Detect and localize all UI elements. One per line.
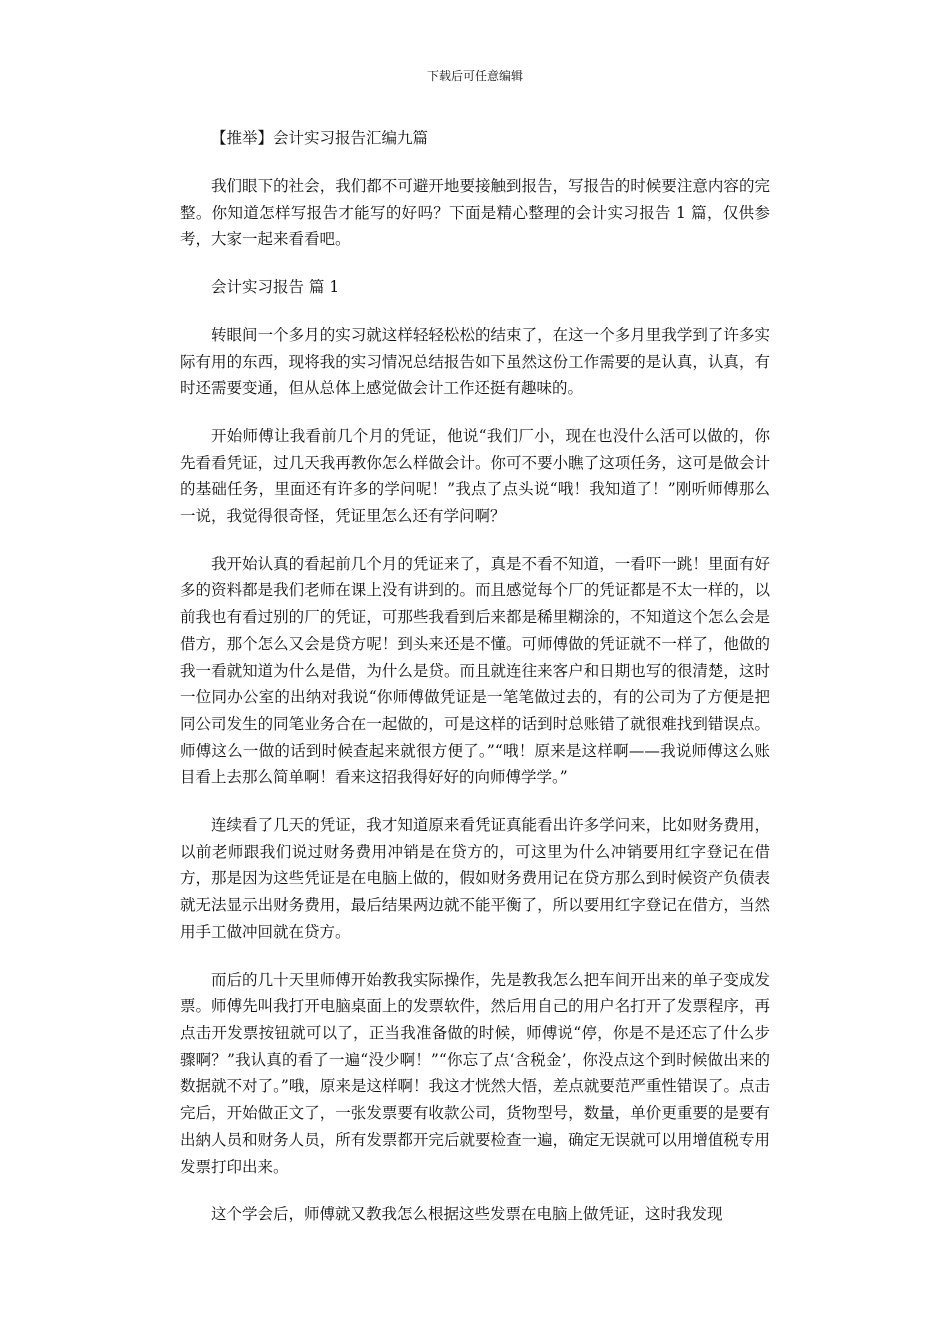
page-header-note: 下载后可任意编辑 bbox=[426, 69, 523, 83]
body-paragraph: 而后的几十天里师傅开始教我实际操作，先是教我怎么把车间开出来的单子变成发票。师傅先叫我打开电脑桌面上的发票软件，然后用自己的用户名打开了发票程序，再点击开发票按钮就可以了，正当我准备做的时候，师傅说“停，你是不是还忘了什么步骤啊？”我认真的看了一遍“没少啊！”“你忘了点‘含税金’，你没点这个到时候做出来的数据就不对了。”哦，原来是这样啊！我这才恍然大悟，差点就要范严重性错误了。点击完后，开始做正文了，一张发票要有收款公司，货物型号，数量，单价更重要的是要有出納人员和财务人员，所有发票都开完后就要检查一遍，确定无误就可以用增值税专用发票打印出来。 bbox=[180, 970, 770, 1176]
body-paragraph: 开始师傅让我看前几个月的凭证，他说“我们厂小，现在也没什么活可以做的，你先看看凭证，过几天我再教你怎么样做会计。你可不要小瞧了这项任务，这可是做会计的基础任务，里面还有许多的学问呢！”我点了点头说“哦！我知道了！”刚听师傅那么一说，我觉得很奇怪，凭证里怎么还有学问啊？ bbox=[180, 426, 770, 526]
document-title: 【推举】会计实习报告汇编九篇 bbox=[211, 129, 429, 147]
section-heading: 会计实习报告 篇 1 bbox=[211, 278, 340, 297]
document-body bbox=[180, 124, 770, 1228]
body-paragraph: 连续看了几天的凭证，我才知道原来看凭证真能看出许多学问来，比如财务费用，以前老师跟我们说过财务费用冲销是在贷方的，可这里为什么冲销要用红字登记在借方，那是因为这些凭证是在电脑上做的，假如财务费用记在贷方那么到时候资产负债表就无法显示出财务费用，最后结果两边就不能平衡了，所以要用红字登记在借方，当然用手工做冲回就在贷方。 bbox=[180, 816, 770, 941]
intro-paragraph: 我们眼下的社会，我们都不可避开地要接触到报告，写报告的时候要注意内容的完整。你知道怎样写报告才能写的好吗？下面是精心整理的会计实习报告 1 篇，仅供参考，大家一起来看看吧。 bbox=[180, 177, 770, 249]
body-paragraph: 转眼间一个多月的实习就这样轻轻松松的结束了，在这一个多月里我学到了许多实际有用的东西，现将我的实习情况总结报告如下虽然这份工作需要的是认真，认真，有时还需要变通，但从总体上感觉做会计工作还挺有趣味的。 bbox=[180, 325, 770, 398]
body-paragraph: 我开始认真的看起前几个月的凭证来了，真是不看不知道，一看吓一跳！里面有好多的资料都是我们老师在课上没有讲到的。而且感觉每个厂的凭证都是不太一样的，以前我也有看过别的厂的凭证，可那些我看到后来都是稀里糊涂的，不知道这个怎么会是借方，那个怎么又会是贷方呢！到头来还是不懂。可师傅做的凭证就不一样了，他做的我一看就知道为什么是借，为什么是贷。而且就连往来客户和日期也写的很清楚，这时一位同办公室的出纳对我说“你师傅做凭证是一笔笔做过去的，有的公司为了方便是把同公司发生的同笔业务合在一起做的，可是这样的话到时总账错了就很难找到错误点。师傅这么一做的话到时候查起来就很方便了。”“哦！原来是这样啊——我说师傅这么账目看上去那么简单啊！看来这招我得好好的向师傅学学。” bbox=[180, 554, 770, 787]
body-paragraph: 这个学会后，师傅就又教我怎么根据这些发票在电脑上做凭证，这时我发现 bbox=[211, 1205, 723, 1224]
